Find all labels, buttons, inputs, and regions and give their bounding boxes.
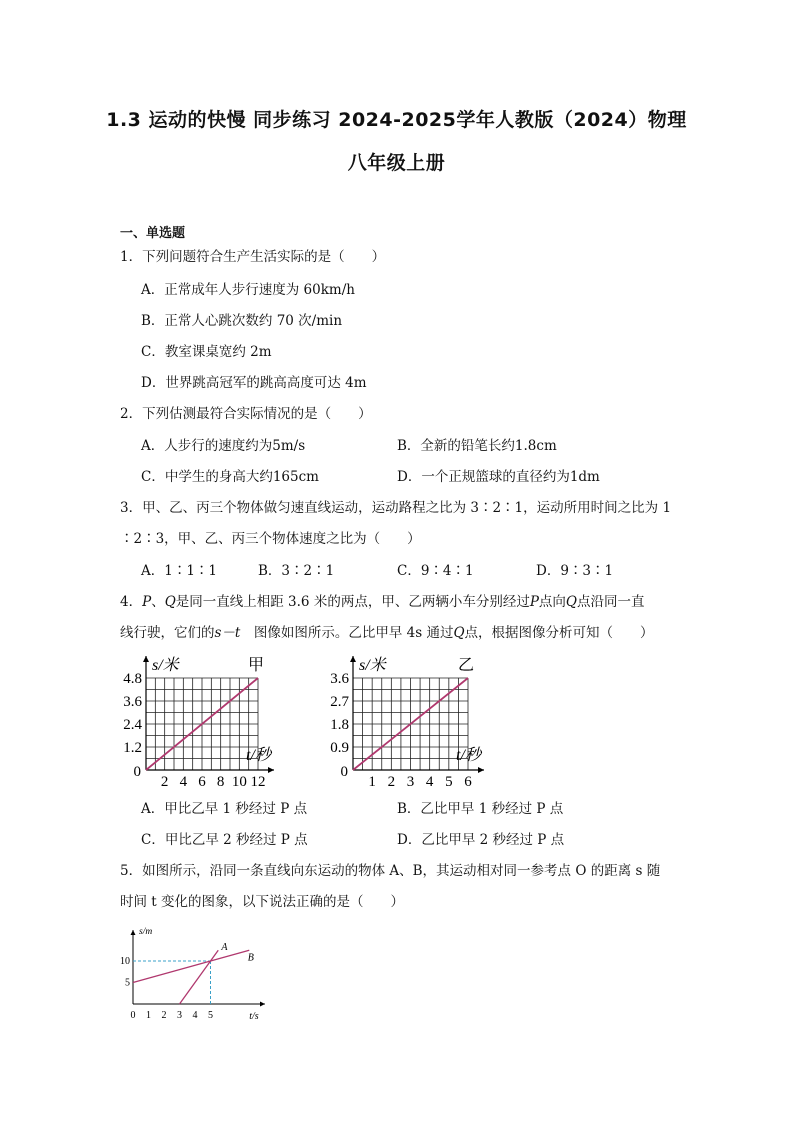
q2-option-d: D．一个正规篮球的直径约为1dm	[397, 469, 600, 485]
x-tick-label: 2	[387, 774, 396, 790]
q2-option-b: B．全新的铅笔长约1.8cm	[397, 438, 557, 454]
y-tick-label: 1.2	[123, 740, 142, 756]
x-axis-label: t/秒	[456, 747, 481, 764]
q1-stem: 1．下列问题符合生产生活实际的是（ ）	[120, 249, 386, 265]
q4-option-d: D．乙比甲早 2 秒经过 P 点	[397, 832, 565, 848]
point-q: Q	[164, 594, 176, 610]
q3-stem-line2: ∶2∶3，甲、乙、丙三个物体速度之比为（ ）	[120, 531, 421, 547]
x-tick-label: 2	[161, 1010, 167, 1021]
q4-number: 4．	[120, 594, 143, 610]
x-arrow	[260, 1002, 265, 1007]
q1-option-c: C．教室课桌宽约 2m	[141, 344, 272, 360]
q4-option-b: B．乙比甲早 1 秒经过 P 点	[397, 801, 564, 817]
st-symbol: s－t	[214, 625, 241, 641]
q5-stem-line1: 5．如图所示，沿同一条直线向东运动的物体 A、B，其运动相对同一参考点 O 的距离 s 随	[120, 863, 661, 879]
x-tick-label: 1	[368, 774, 376, 790]
q4-option-c: C．甲比乙早 2 秒经过 P 点	[141, 832, 308, 848]
x-tick-label: 12	[250, 774, 266, 790]
y-tick-label: 2.4	[123, 717, 142, 733]
y-arrow	[143, 656, 149, 662]
y-tick-label: 5	[125, 977, 130, 989]
y-arrow	[350, 656, 356, 662]
origin-label: 0	[340, 764, 348, 780]
q3-option-c: C．9∶4∶1	[397, 563, 474, 579]
y-arrow	[131, 930, 136, 935]
q1-option-a: A．正常成年人步行速度为 60km/h	[141, 282, 355, 298]
series-label-B: B	[247, 952, 254, 964]
y-tick-label: 1.8	[330, 717, 349, 733]
y-axis-label: s/米	[152, 657, 179, 674]
x-tick-label: 4	[425, 774, 434, 790]
q4-stem-line2: 线行驶，它们的s－t 图像如图所示。乙比甲早 4s 通过Q点，根据图像分析可知（ ）	[120, 625, 654, 641]
q2-option-a: A．人步行的速度约为5m/s	[141, 438, 306, 454]
chart-jia	[118, 648, 298, 793]
x-axis-label: t/s	[249, 1011, 259, 1022]
y-tick-label: 4.8	[123, 671, 142, 687]
y-tick-label: 3.6	[330, 671, 349, 687]
x-tick-label: 5	[445, 774, 453, 790]
x-tick-label: 8	[216, 774, 225, 790]
y-tick-label: 3.6	[123, 694, 142, 710]
x-tick-label: 1	[146, 1010, 151, 1021]
x-arrow	[478, 767, 484, 773]
x-tick-label: 10	[231, 774, 247, 790]
series-line-A	[180, 950, 219, 1004]
q4-stem-line1: 4．P、Q是同一直线上相距 3.6 米的两点，甲、乙两辆小车分别经过P点向Q点沿同一直	[120, 594, 645, 610]
q1-option-b: B．正常人心跳次数约 70 次/min	[141, 313, 343, 329]
chart-ab	[118, 920, 278, 1025]
page-title-line2: 八年级上册	[347, 152, 446, 174]
q3-stem-line1: 3．甲、乙、丙三个物体做匀速直线运动，运动路程之比为 3∶2∶1，运动所用时间之比为 1	[120, 500, 672, 516]
x-tick-label: 4	[179, 774, 188, 790]
y-tick-label: 10	[120, 956, 130, 967]
q3-option-a: A．1∶1∶1	[141, 563, 218, 579]
series-label-A: A	[221, 941, 228, 953]
x-tick-label: 3	[177, 1010, 182, 1021]
q3-option-d: D．9∶3∶1	[536, 563, 614, 579]
x-tick-label: 6	[198, 774, 206, 790]
x-tick-label: 0	[130, 1010, 136, 1021]
origin-label: 0	[133, 764, 141, 780]
chart-title: 乙	[458, 657, 475, 674]
page-title-line1: 1.3 运动的快慢 同步练习 2024-2025学年人教版（2024）物理	[106, 109, 687, 131]
chart-title: 甲	[248, 657, 265, 674]
q3-option-b: B．3∶2∶1	[258, 563, 335, 579]
x-tick-label: 6	[464, 774, 472, 790]
point-p: P	[142, 594, 152, 610]
q1-option-d: D．世界跳高冠军的跳高高度可达 4m	[141, 375, 367, 391]
series-line-B	[133, 950, 249, 982]
x-axis-label: t/秒	[246, 747, 271, 764]
q2-stem: 2．下列估测最符合实际情况的是（ ）	[120, 406, 372, 422]
y-tick-label: 0.9	[330, 740, 349, 756]
x-arrow	[268, 767, 274, 773]
q4-option-a: A．甲比乙早 1 秒经过 P 点	[141, 801, 308, 817]
q2-option-c: C．中学生的身高大约165cm	[141, 469, 319, 485]
y-tick-label: 2.7	[330, 694, 349, 710]
y-axis-label: s/m	[139, 927, 153, 937]
x-tick-label: 2	[160, 774, 169, 790]
x-tick-label: 4	[192, 1010, 198, 1021]
chart-yi	[320, 648, 505, 793]
section-heading: 一、单选题	[120, 226, 186, 241]
x-tick-label: 5	[208, 1010, 213, 1021]
q5-stem-line2: 时间 t 变化的图象，以下说法正确的是（ ）	[120, 894, 405, 910]
y-axis-label: s/米	[359, 657, 386, 674]
x-tick-label: 3	[406, 774, 415, 790]
